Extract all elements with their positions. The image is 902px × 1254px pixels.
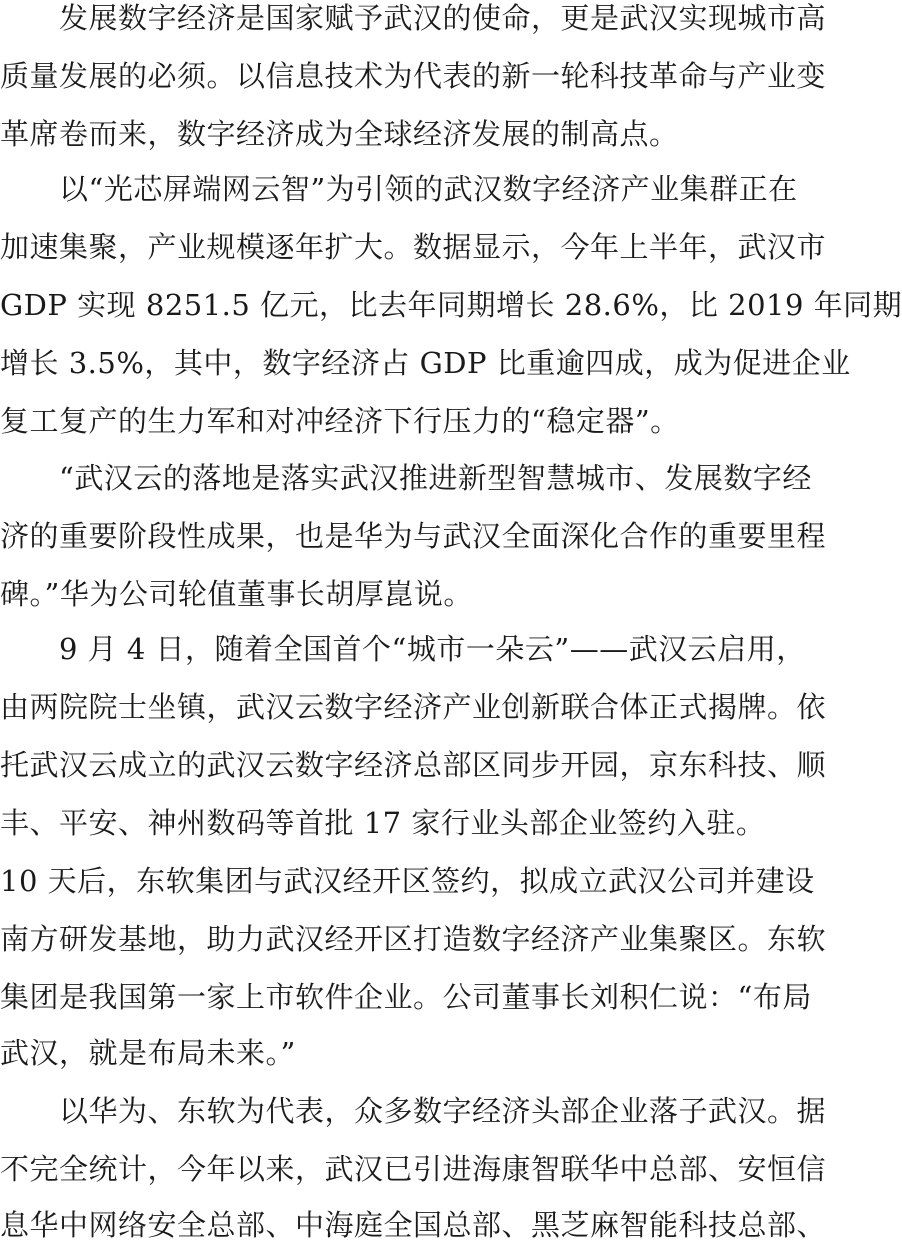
text-line: 发展数字经济是国家赋予武汉的使命，更是武汉实现城市高 (0, 1, 827, 35)
text-line: 息华中网络安全总部、中海庭全国总部、黑芝麻智能科技总部、 (0, 1208, 827, 1242)
text-line: 托武汉云成立的武汉云数字经济总部区同步开园，京东科技、顺 (0, 748, 827, 782)
text-line: 9 月 4 日，随着全国首个“城市一朵云”——武汉云启用， (0, 632, 806, 666)
text-line: 以“光芯屏端网云智”为引领的武汉数字经济产业集群正在 (0, 172, 798, 206)
text-line: 复工复产的生力军和对冲经济下行压力的“稳定器”。 (0, 404, 680, 438)
text-line: 由两院院士坐镇，武汉云数字经济产业创新联合体正式揭牌。依 (0, 690, 827, 724)
text-line: 不完全统计，今年以来，武汉已引进海康智联华中总部、安恒信 (0, 1152, 827, 1186)
text-line: GDP 实现 8251.5 亿元，比去年同期增长 28.6%，比 2019 年同期 (0, 288, 902, 322)
text-line: 济的重要阶段性成果，也是华为与武汉全面深化合作的重要里程 (0, 519, 827, 553)
text-line: 以华为、东软为代表，众多数字经济头部企业落子武汉。据 (0, 1094, 827, 1128)
text-line: 加速集聚，产业规模逐年扩大。数据显示，今年上半年，武汉市 (0, 230, 827, 264)
text-line: 集团是我国第一家上市软件企业。公司董事长刘积仁说：“布局 (0, 980, 812, 1014)
text-line: 10 天后，东软集团与武汉经开区签约，拟成立武汉公司并建设 (0, 864, 815, 898)
text-line: 增长 3.5%，其中，数字经济占 GDP 比重逾四成，成为促进企业 (0, 346, 851, 380)
text-line: 革席卷而来，数字经济成为全球经济发展的制高点。 (0, 117, 679, 151)
text-line: 质量发展的必须。以信息技术为代表的新一轮科技革命与产业变 (0, 59, 827, 93)
text-line: 武汉，就是布局未来。” (0, 1036, 296, 1070)
text-line: 丰、平安、神州数码等首批 17 家行业头部企业签约入驻。 (0, 806, 766, 840)
text-line: 碑。”华为公司轮值董事长胡厚崑说。 (0, 577, 473, 611)
text-line: “武汉云的落地是落实武汉推进新型智慧城市、发展数字经 (0, 461, 812, 495)
text-line: 南方研发基地，助力武汉经开区打造数字经济产业集聚区。东软 (0, 922, 827, 956)
